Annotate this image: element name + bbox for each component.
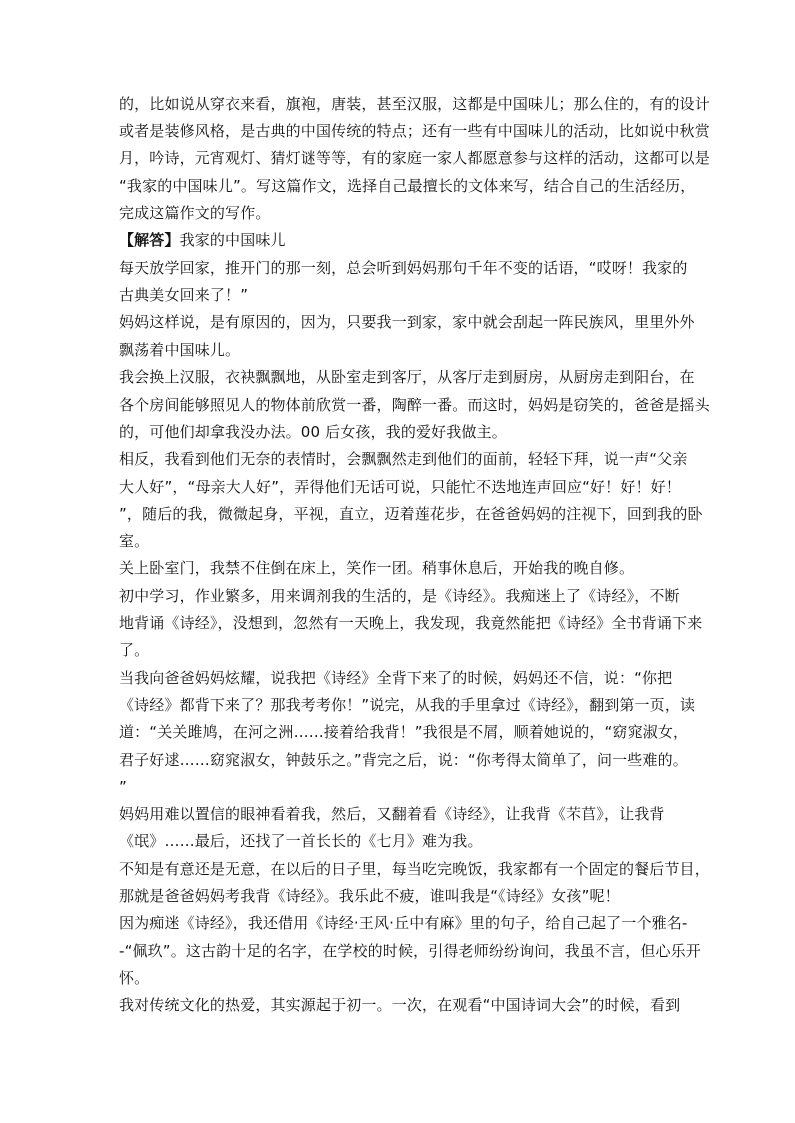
text-line: 道：“关关雎鸠，在河之洲……接着给我背！”我很是不屑，顺着她说的，“窈窕淑女， bbox=[119, 723, 689, 741]
text-line: 因为痴迷《诗经》，我还借用《诗经·王风·丘中有麻》里的句子，给自己起了一个雅名- bbox=[119, 914, 688, 932]
text-line: 了。 bbox=[119, 641, 150, 659]
text-line: 的，可他们却拿我没办法。00 后女孩，我的爱好我做主。 bbox=[119, 423, 507, 441]
text-line: 室。 bbox=[119, 532, 150, 550]
text-line: 大人好”，“母亲大人好”，弄得他们无话可说，只能忙不迭地连声回应“好！好！好！ bbox=[119, 478, 681, 496]
text-line: 妈妈这样说，是有原因的，因为，只要我一到家，家中就会刮起一阵民族风，里里外外 bbox=[119, 313, 695, 331]
text-line: 相反，我看到他们无奈的表情时，会飘飘然走到他们的面前，轻轻下拜，说一声“父亲 bbox=[119, 450, 688, 468]
text-line: 初中学习，作业繁多，用来调剂我的生活的，是《诗经》。我痴迷上了《诗经》，不断 bbox=[119, 587, 680, 605]
text-line: -“佩玖”。这古韵十足的名字，在学校的时候，引得老师纷纷询问，我虽不言，但心乐开 bbox=[119, 942, 701, 960]
text-line: 古典美女回来了！” bbox=[119, 286, 249, 304]
text-line: 地背诵《诗经》，没想到，忽然有一天晚上，我发现，我竟然能把《诗经》全书背诵下来 bbox=[119, 614, 703, 632]
text-line: 怀。 bbox=[119, 969, 150, 987]
text-line: 完成这篇作文的写作。 bbox=[119, 204, 271, 222]
text-line: 或者是装修风格，是古典的中国传统的特点；还有一些有中国味儿的活动，比如说中秋赏 bbox=[119, 122, 710, 140]
text-line: 《氓》……最后，还找了一首长长的《七月》难为我。 bbox=[119, 832, 483, 850]
text-line: ” bbox=[119, 778, 127, 796]
answer-heading bbox=[119, 230, 286, 250]
essay-title: 我家的中国味儿 bbox=[179, 231, 286, 249]
text-line: 月，吟诗，元宵观灯、猜灯谜等等，有的家庭一家人都愿意参与这样的活动，这都可以是 bbox=[119, 149, 710, 167]
text-line: 妈妈用难以置信的眼神看着我，然后，又翻着看《诗经》，让我背《芣苢》，让我背 bbox=[119, 805, 665, 823]
text-line: 我会换上汉服，衣袂飘飘地，从卧室走到客厅，从客厅走到厨房，从厨房走到阳台，在 bbox=[119, 368, 695, 386]
text-line: ”，随后的我，微微起身，平视，直立，迈着莲花步，在爸爸妈妈的注视下，回到我的卧 bbox=[119, 505, 703, 523]
text-line: 关上卧室门，我禁不住倒在床上，笑作一团。稍事休息后，开始我的晚自修。 bbox=[119, 559, 635, 577]
text-line: 我对传统文化的热爱，其实源起于初一。一次，在观看“中国诗词大会”的时候，看到 bbox=[119, 996, 681, 1014]
text-line: “我家的中国味儿”。写这篇作文，选择自己最擅长的文体来写，结合自己的生活经历， bbox=[119, 177, 696, 195]
text-line: 每天放学回家，推开门的那一刻，总会听到妈妈那句千年不变的话语，“哎呀！我家的 bbox=[119, 259, 688, 277]
text-line: 不知是有意还是无意，在以后的日子里，每当吃完晚饭，我家都有一个固定的餐后节目， bbox=[119, 860, 710, 878]
text-line: 当我向爸爸妈妈炫耀，说我把《诗经》全背下来了的时候，妈妈还不信，说：“你把 bbox=[119, 669, 673, 687]
answer-label: 【解答】 bbox=[119, 231, 180, 249]
text-line: 各个房间能够照见人的物体前欣赏一番，陶醉一番。而这时，妈妈是窃笑的，爸爸是摇头 bbox=[119, 396, 710, 414]
text-line: 的，比如说从穿衣来看，旗袍，唐装，甚至汉服，这都是中国味儿；那么住的，有的设计 bbox=[119, 95, 710, 113]
text-line: 那就是爸爸妈妈考我背《诗经》。我乐此不疲，谁叫我是“《诗经》女孩”呢！ bbox=[119, 887, 620, 905]
text-line: 《诗经》都背下来了？那我考考你！”说完，从我的手里拿过《诗经》，翻到第一页，读 bbox=[119, 696, 696, 714]
text-line: 君子好逑……窈窕淑女，钟鼓乐之。”背完之后，说：“你考得太简单了，问一些难的。 bbox=[119, 751, 688, 769]
text-line: 飘荡着中国味儿。 bbox=[119, 341, 241, 359]
